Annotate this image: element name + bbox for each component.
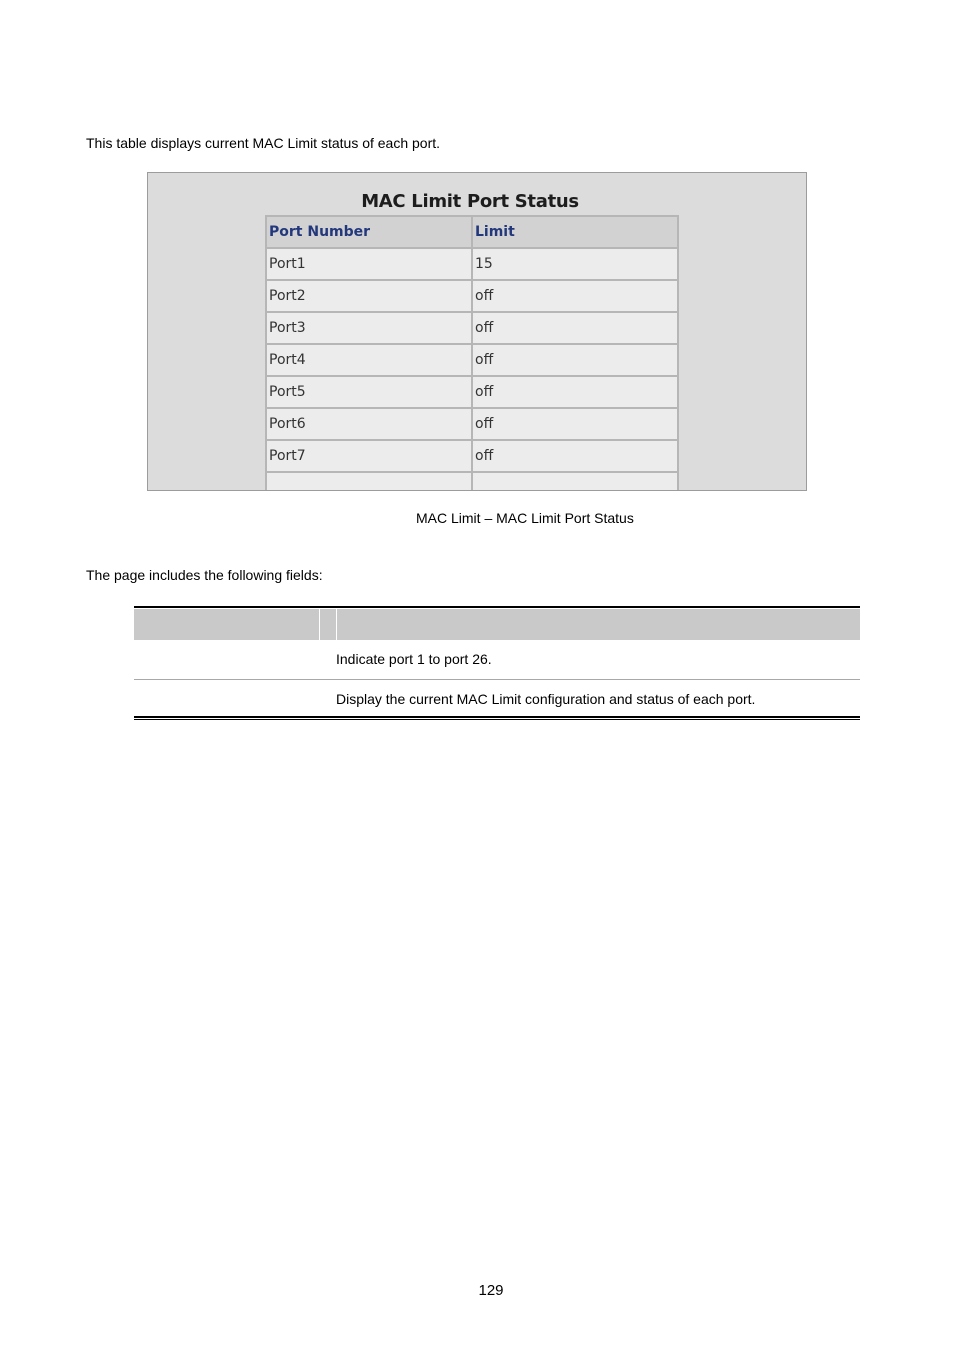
column-header-limit: Limit	[473, 217, 677, 247]
screenshot-title-text: MAC Limit Port Status	[361, 191, 579, 212]
table-row	[267, 377, 677, 407]
port-cell: Port4	[267, 345, 471, 375]
fields-table-header	[134, 609, 860, 640]
limit-cell: off	[473, 345, 677, 375]
port-cell: Port6	[267, 409, 471, 439]
limit-cell: off	[473, 377, 677, 407]
fields-table	[134, 606, 860, 720]
port-cell: Port7	[267, 441, 471, 471]
screenshot-title	[148, 191, 806, 212]
table-bottom-rule	[134, 719, 860, 720]
limit-cell: off	[473, 441, 677, 471]
table-row	[267, 409, 677, 439]
intro-text: This table displays current MAC Limit status of each port.	[86, 135, 441, 151]
table-row	[267, 281, 677, 311]
table-row	[134, 640, 860, 680]
table-row	[134, 680, 860, 719]
header-divider	[336, 609, 337, 640]
limit-cell: off	[473, 281, 677, 311]
table-row	[267, 345, 677, 375]
header-divider	[319, 609, 320, 640]
limit-cell: off	[473, 313, 677, 343]
table-row-cut-off	[267, 473, 677, 491]
table-bottom-rule	[134, 716, 860, 718]
table-top-rule	[134, 606, 860, 608]
limit-cell: 15	[473, 249, 677, 279]
status-table-header-row	[267, 217, 677, 247]
port-cell	[267, 473, 471, 491]
field-description: Indicate port 1 to port 26.	[336, 651, 492, 667]
table-row	[267, 441, 677, 471]
table-row	[267, 313, 677, 343]
field-description: Display the current MAC Limit configuration and status of each port.	[336, 691, 756, 707]
figure-caption: MAC Limit – MAC Limit Port Status	[416, 510, 634, 526]
fields-intro: The page includes the following fields:	[86, 567, 323, 583]
table-row	[267, 249, 677, 279]
page-number: 129	[478, 1282, 504, 1299]
column-header-port-number: Port Number	[267, 217, 471, 247]
port-cell: Port2	[267, 281, 471, 311]
limit-cell	[473, 473, 677, 491]
port-cell: Port1	[267, 249, 471, 279]
port-cell: Port5	[267, 377, 471, 407]
mac-limit-status-table	[265, 215, 679, 491]
limit-cell: off	[473, 409, 677, 439]
port-cell: Port3	[267, 313, 471, 343]
mac-limit-screenshot	[147, 172, 807, 491]
